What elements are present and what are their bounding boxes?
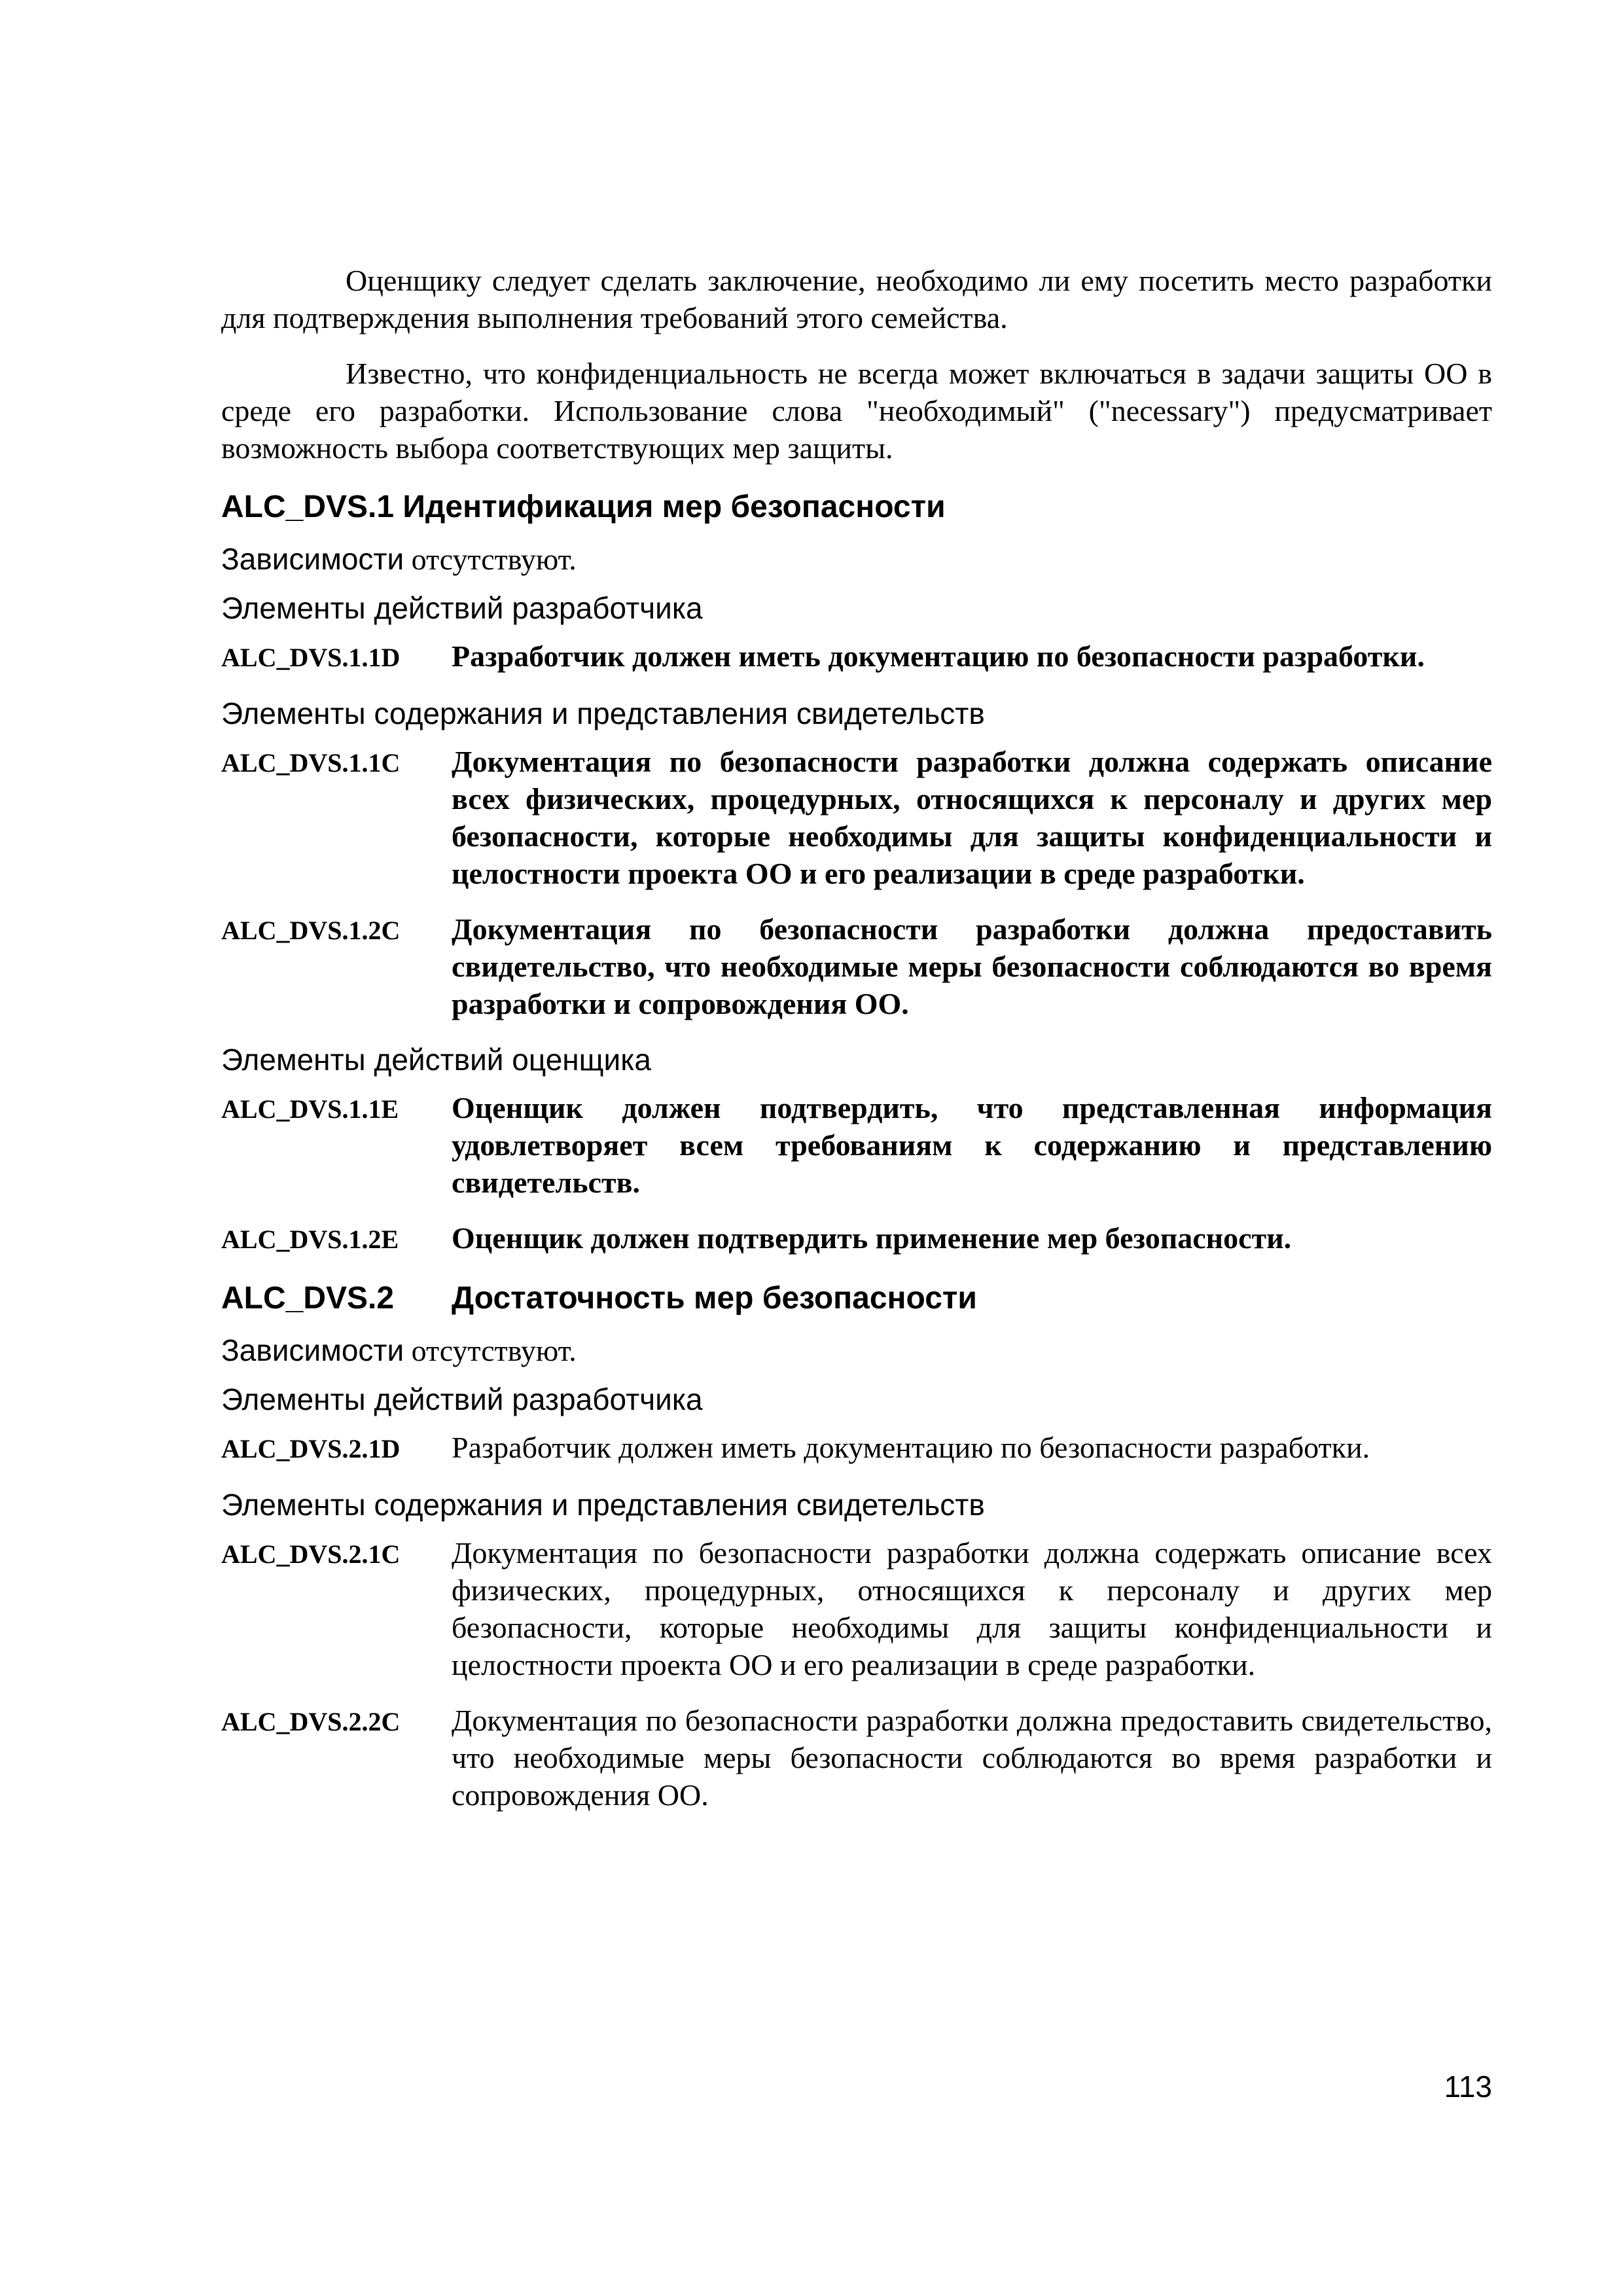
document-page bbox=[221, 262, 1492, 1832]
element-text: Документация по безопасности разработки должна предоставить свидетельство, что необходимые меры безопасности соблюдаются во время разработки и сопровождения ОО. bbox=[452, 912, 1492, 1020]
subheading-dev-actions-dvs1: Элементы действий разработчика bbox=[221, 591, 703, 625]
dependencies-dvs2 bbox=[221, 1331, 1492, 1370]
dependencies-dvs1 bbox=[221, 540, 1492, 579]
element-dvs-1-1e bbox=[221, 1089, 1492, 1201]
element-text: Оценщик должен подтвердить применение мер безопасности. bbox=[452, 1221, 1292, 1255]
element-code: ALC_DVS.2.1D bbox=[221, 1434, 401, 1463]
intro-paragraph-2: Известно, что конфиденциальность не всегда может включаться в задачи защиты ОО в среде его разработки. Использование слова "необходимый" ("necessary") предусматривает возможность выбора соответствующих мер защиты. bbox=[221, 357, 1492, 465]
element-text: Разработчик должен иметь документацию по безопасности разработки. bbox=[452, 639, 1425, 673]
element-text: Оценщик должен подтвердить, что представленная информация удовлетворяет всем требованиям к содержанию и представлению свидетельств. bbox=[452, 1091, 1492, 1199]
subheading-content-dvs1: Элементы содержания и представления свидетельств bbox=[221, 696, 985, 730]
element-text: Разработчик должен иметь документацию по безопасности разработки. bbox=[452, 1431, 1370, 1464]
element-code: ALC_DVS.2.2C bbox=[221, 1707, 401, 1736]
dependencies-label: Зависимости bbox=[221, 1333, 404, 1367]
element-dvs-2-1d bbox=[221, 1429, 1492, 1467]
element-dvs-1-2e bbox=[221, 1219, 1492, 1258]
element-code: ALC_DVS.1.1C bbox=[221, 748, 401, 778]
section-title-dvs2 bbox=[221, 1279, 1492, 1318]
section-title-dvs2-text: Достаточность мер безопасности bbox=[452, 1281, 977, 1316]
section-title-dvs1 bbox=[221, 488, 1492, 527]
element-code: ALC_DVS.1.2E bbox=[221, 1225, 399, 1254]
element-code: ALC_DVS.1.1E bbox=[221, 1094, 399, 1124]
element-dvs-2-2c bbox=[221, 1702, 1492, 1814]
element-dvs-2-1c bbox=[221, 1534, 1492, 1683]
subheading-eval-actions-dvs1: Элементы действий оценщика bbox=[221, 1043, 651, 1077]
element-text: Документация по безопасности разработки должна содержать описание всех физических, процедурных, относящихся к персоналу и других мер безопасности, которые необходимы для защиты конфиденциальности и целостности проекта ОО и его реализации в среде разработки. bbox=[452, 745, 1492, 890]
subheading-content-dvs2: Элементы содержания и представления свидетельств bbox=[221, 1488, 985, 1522]
element-code: ALC_DVS.2.1C bbox=[221, 1539, 401, 1569]
dependencies-text: отсутствуют. bbox=[404, 1334, 577, 1367]
element-dvs-1-1d bbox=[221, 637, 1492, 676]
section-title-dvs1-text: ALC_DVS.1 Идентификация мер безопасности bbox=[221, 490, 946, 524]
element-dvs-1-2c bbox=[221, 910, 1492, 1022]
dependencies-label: Зависимости bbox=[221, 542, 404, 576]
page-number: 113 bbox=[1444, 2070, 1492, 2104]
element-text: Документация по безопасности разработки должна содержать описание всех физических, процедурных, относящихся к персоналу и других мер безопасности, которые необходимы для защиты конфиденциальности и целостности проекта ОО и его реализации в среде разработки. bbox=[452, 1536, 1492, 1681]
element-code: ALC_DVS.1.1D bbox=[221, 643, 401, 672]
intro-paragraph-1: Оценщику следует сделать заключение, необходимо ли ему посетить место разработки для подтверждения выполнения требований этого семейства. bbox=[221, 264, 1492, 334]
element-dvs-1-1c bbox=[221, 743, 1492, 892]
dependencies-text: отсутствуют. bbox=[404, 543, 577, 576]
element-text: Документация по безопасности разработки должна предоставить свидетельство, что необходимые меры безопасности соблюдаются во время разработки и сопровождения ОО. bbox=[452, 1704, 1492, 1812]
subheading-dev-actions-dvs2: Элементы действий разработчика bbox=[221, 1382, 703, 1416]
section-code-dvs2: ALC_DVS.2 bbox=[221, 1281, 395, 1316]
element-code: ALC_DVS.1.2C bbox=[221, 916, 401, 945]
